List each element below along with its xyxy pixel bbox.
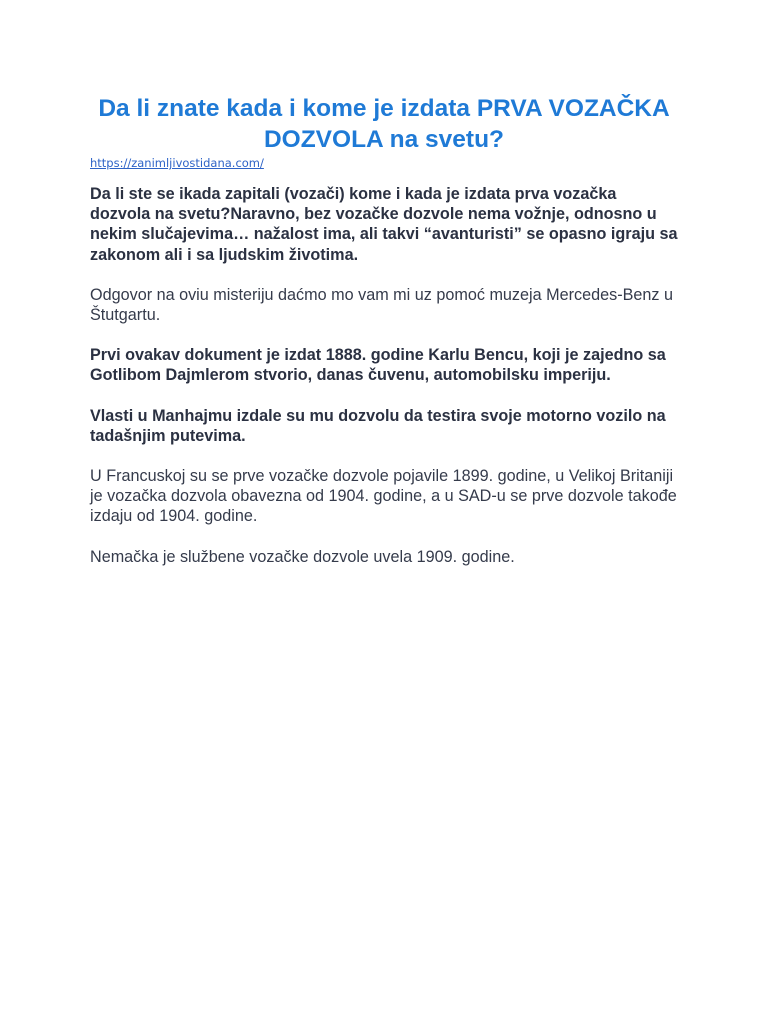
- source-link[interactable]: https://zanimljivostidana.com/: [90, 156, 264, 170]
- first-license-paragraph: Prvi ovakav dokument je izdat 1888. godine Karlu Bencu, koji je zajedno sa Gotlibom Dajmlerom stvorio, danas čuvenu, automobilsku imperiju.: [90, 346, 666, 385]
- intro-paragraph: Da li ste se ikada zapitali (vozači) kome i kada je izdata prva vozačka dozvola na svetu?Naravno, bez vozačke dozvole nema vožnje, odnosno u nekim slučajevima… nažalost ima, ali takvi “avanturisti” se opasno igraju sa zakonom ali i sa ljudskim životima.: [90, 185, 678, 264]
- other-countries-paragraph: U Francuskoj su se prve vozačke dozvole pojavile 1899. godine, u Velikoj Britaniji je vozačka dozvola obavezna od 1904. godine, a u SAD-u se prve dozvole takođe izdaju od 1904. godine.: [90, 467, 677, 526]
- article-body: [90, 184, 680, 587]
- mannheim-paragraph: Vlasti u Manhajmu izdale su mu dozvolu da testira svoje motorno vozilo na tadašnjim putevima.: [90, 406, 666, 445]
- germany-paragraph: Nemačka je službene vozačke dozvole uvela 1909. godine.: [90, 547, 515, 566]
- answer-paragraph: Odgovor na oviu misteriju daćmo mo vam mi uz pomoć muzeja Mercedes-Benz u Štutgartu.: [90, 285, 673, 325]
- article-title: Da li znate kada i kome je izdata PRVA VOZAČKA DOZVOLA na svetu?: [98, 95, 670, 153]
